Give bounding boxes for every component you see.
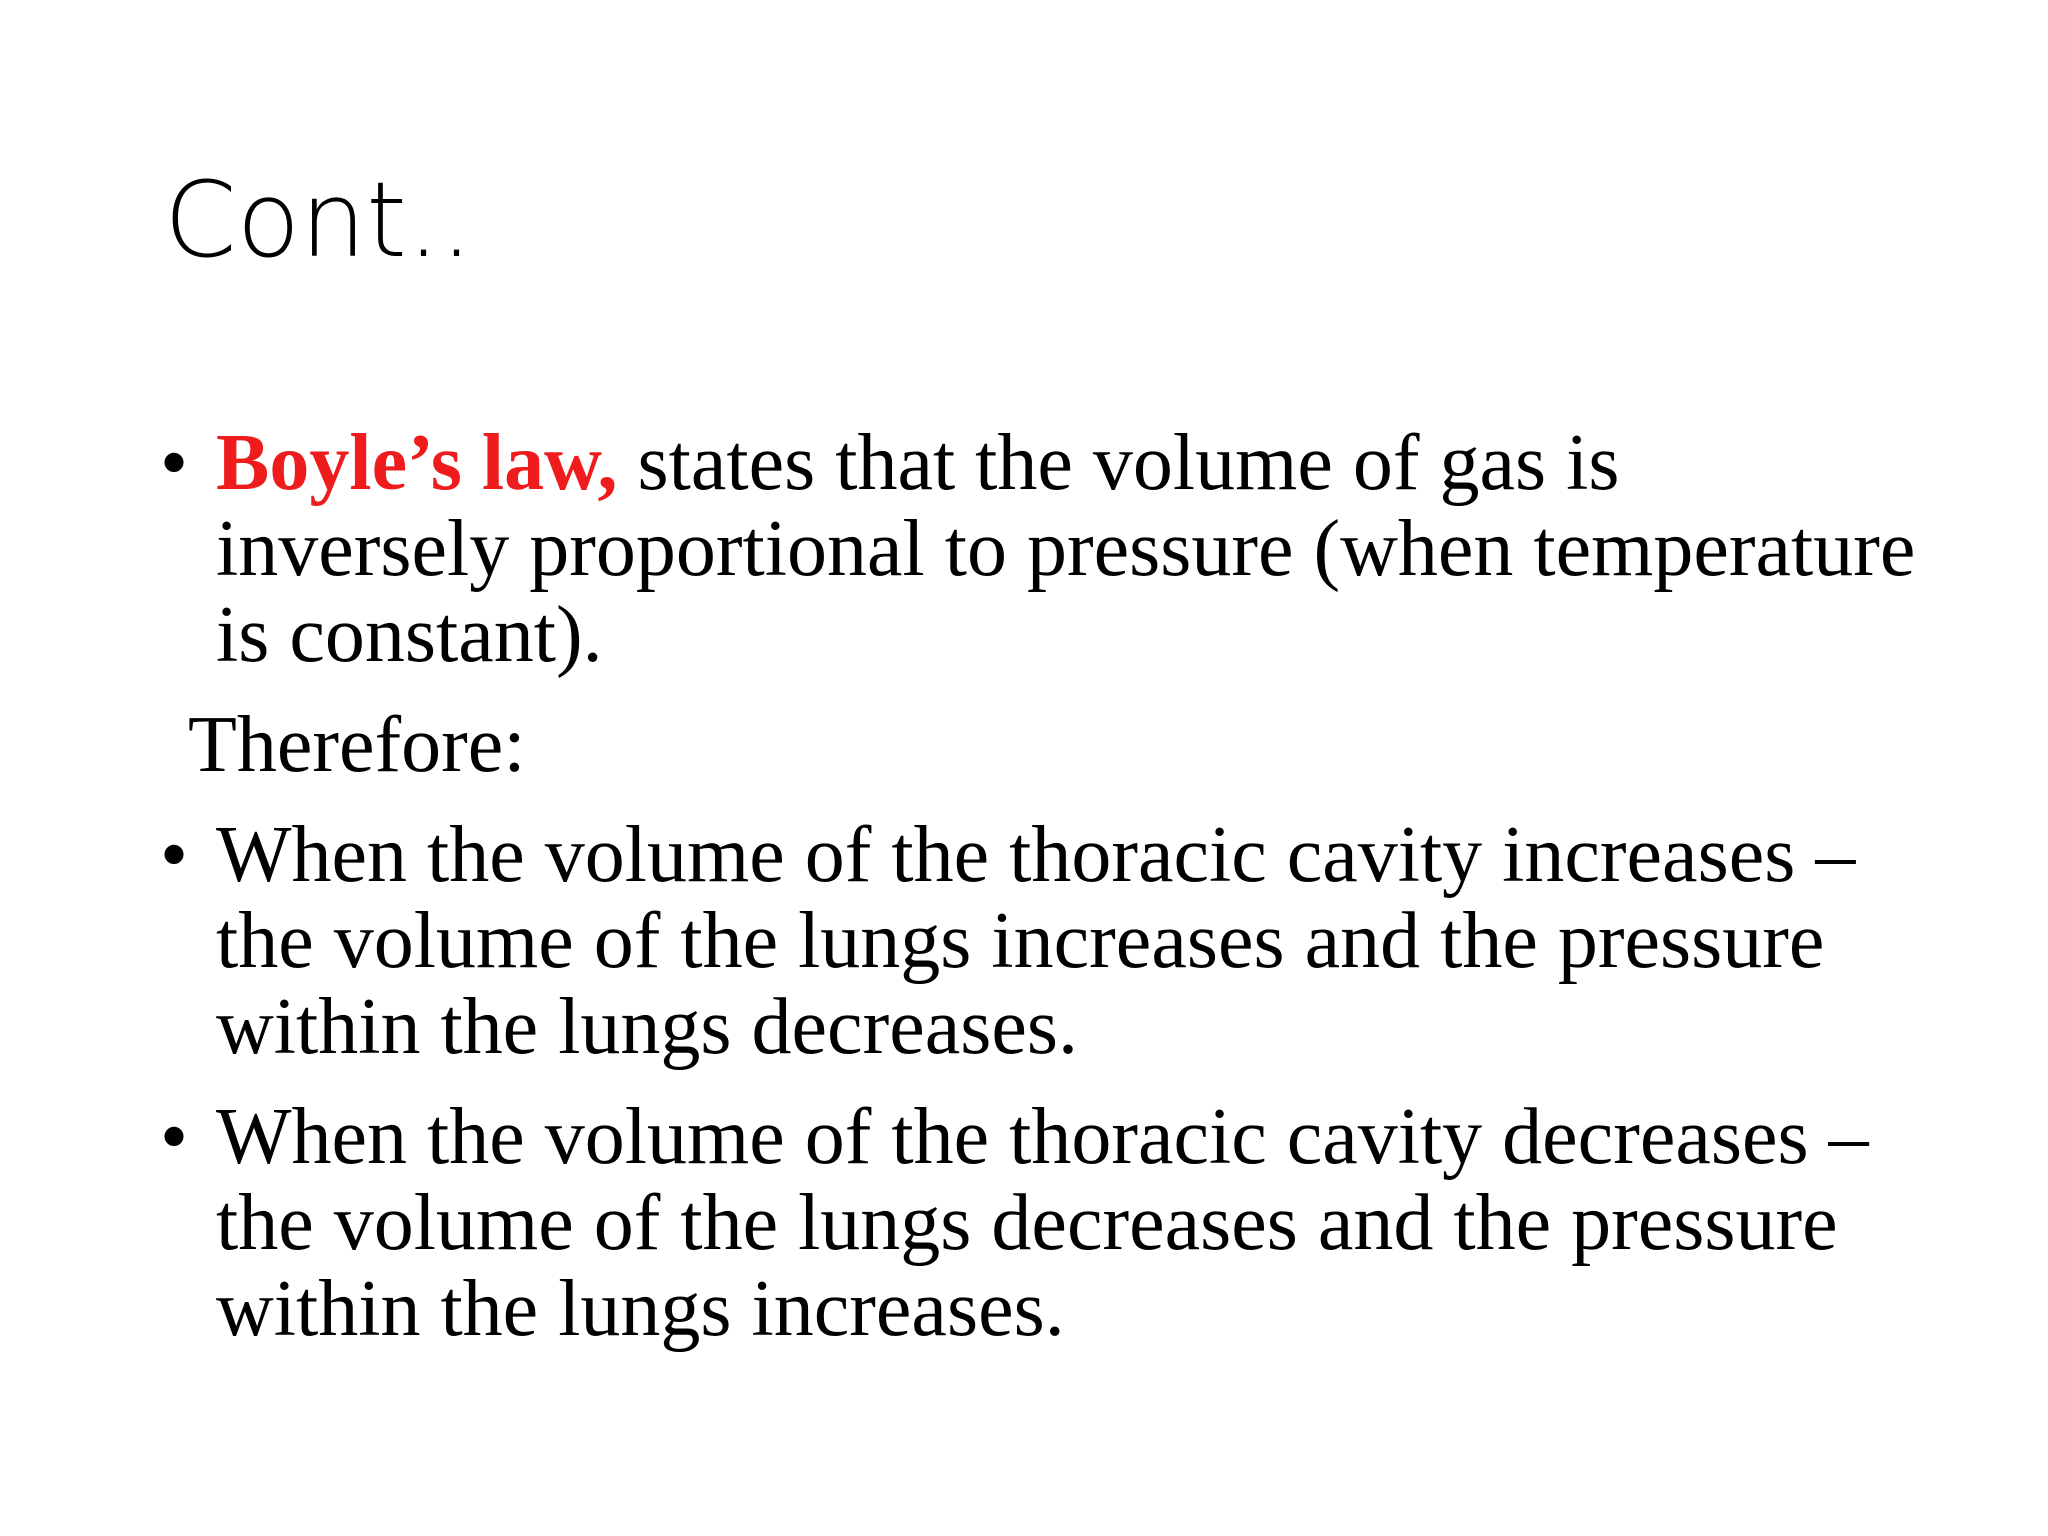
bullet-text: When the volume of the thoracic cavity decreases – the volume of the lungs decreases and the pressure within the lungs increases. bbox=[216, 1093, 1869, 1353]
slide-title: Cont.. bbox=[164, 159, 474, 281]
bullet-icon: • bbox=[160, 811, 189, 899]
bullet-icon: • bbox=[160, 419, 189, 507]
bullet-item-volume-decreases bbox=[160, 1094, 1920, 1352]
bullet-icon: • bbox=[160, 1093, 189, 1181]
bullet-text: states that the volume of gas is inversely proportional to pressure (when temperature is constant). bbox=[216, 419, 1916, 679]
therefore-label: Therefore: bbox=[188, 701, 526, 789]
highlight-term: Boyle’s law, bbox=[216, 419, 618, 507]
bullet-item-volume-increases bbox=[160, 812, 1920, 1070]
slide-body bbox=[160, 420, 1920, 1376]
bullet-item-boyles-law bbox=[160, 420, 1920, 678]
bullet-text: When the volume of the thoracic cavity increases – the volume of the lungs increases and the pressure within the lungs decreases. bbox=[216, 811, 1856, 1071]
